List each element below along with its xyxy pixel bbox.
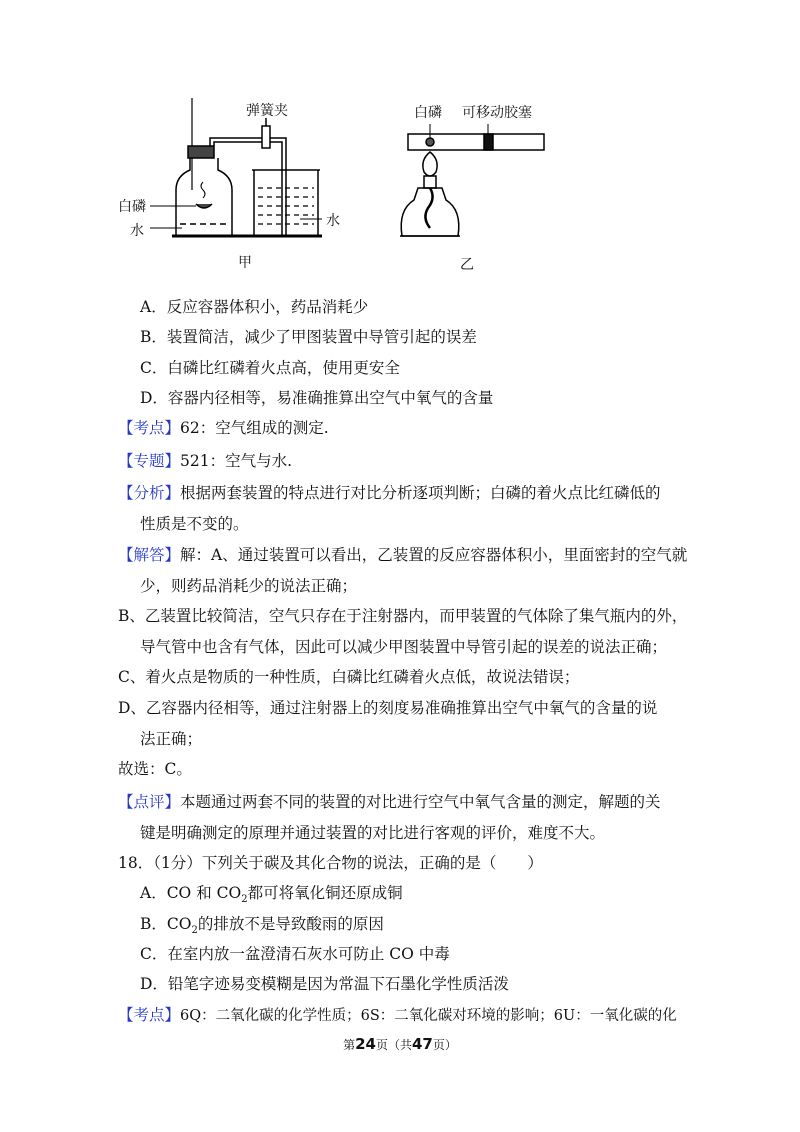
q17-kaodian xyxy=(118,418,329,438)
label-water-beaker: 水 xyxy=(326,213,340,229)
q18-stem: 18．（1分）下列关于碳及其化合物的说法，正确的是（ ） xyxy=(118,854,543,872)
apparatus-jia xyxy=(150,98,322,236)
zhuanti-text: 521：空气与水. xyxy=(180,452,293,470)
q18-option-b-post: 的排放不是导致酸雨的原因 xyxy=(197,915,384,933)
q17-jieda-b-2: 导气管中也含有气体，因此可以减少甲图装置中导管引起的误差的说法正确； xyxy=(140,638,668,656)
q17-fenxi xyxy=(118,483,661,503)
q17-option-a: A．反应容器体积小，药品消耗少 xyxy=(140,298,369,316)
label-spring-clamp: 弹簧夹 xyxy=(246,103,288,119)
dianping-text-1: 本题通过两套不同的装置的对比进行空气中氧气含量的测定，解题的关 xyxy=(180,793,661,811)
q18-option-c: C．在室内放一盆澄清石灰水可防止 CO 中毒 xyxy=(140,945,450,963)
q17-answer: 故选：C。 xyxy=(118,760,192,778)
q17-fenxi-cont: 性质是不变的。 xyxy=(140,515,249,533)
q17-jieda xyxy=(118,545,687,565)
q17-jieda-d-1: D、乙容器内径相等，通过注射器上的刻度易准确推算出空气中氧气的含量的说 xyxy=(118,699,658,717)
q17-option-c: C．白磷比红磷着火点高，使用更安全 xyxy=(140,359,400,377)
q18-option-b-pre: B．CO xyxy=(140,915,192,933)
q17-dianping-cont: 键是明确测定的原理并通过装置的对比进行客观的评价，难度不大。 xyxy=(140,824,606,842)
fenxi-tag: 【分析】 xyxy=(118,484,181,502)
footer-total-pages: 47 xyxy=(412,1035,433,1053)
q17-zhuanti xyxy=(118,451,292,471)
jieda-text-1: 解：A、通过装置可以看出，乙装置的反应容器体积小，里面密封的空气就 xyxy=(180,546,688,564)
q17-jieda-cont: 少，则药品消耗少的说法正确； xyxy=(140,577,358,595)
q18-option-a xyxy=(140,883,403,910)
q18-kaodian xyxy=(118,1005,677,1026)
q17-dianping xyxy=(118,792,661,812)
q17-jieda-b-1: B、乙装置比较简洁，空气只存在于注射器内，而甲装置的气体除了集气瓶内的外， xyxy=(118,607,688,625)
q18-kaodian-tag: 【考点】 xyxy=(118,1006,181,1024)
footer-page-number: 24 xyxy=(355,1035,376,1053)
q17-jieda-d-2: 法正确； xyxy=(140,730,203,748)
label-water-left: 水 xyxy=(130,223,144,239)
q17-option-b: B．装置简洁，减少了甲图装置中导管引起的误差 xyxy=(140,328,477,346)
q17-option-d: D．容器内径相等，易准确推算出空气中氧气的含量 xyxy=(140,389,494,407)
kaodian-tag: 【考点】 xyxy=(118,419,181,437)
page-footer xyxy=(0,1035,800,1053)
q18-option-a-pre: A．CO 和 CO xyxy=(140,884,242,902)
apparatus-figure xyxy=(0,0,800,280)
q18-option-b xyxy=(140,914,384,941)
q18-kaodian-text: 6Q：二氧化碳的化学性质；6S：二氧化碳对环境的影响；6U：一氧化碳的化 xyxy=(180,1008,677,1024)
dianping-tag: 【点评】 xyxy=(118,793,181,811)
footer-post: 页） xyxy=(432,1038,457,1052)
zhuanti-tag: 【专题】 xyxy=(118,452,181,470)
label-movable-plug: 可移动胶塞 xyxy=(462,105,532,121)
label-white-phosphorus-left: 白磷 xyxy=(118,199,146,215)
kaodian-text: 62：空气组成的测定. xyxy=(180,419,329,437)
label-white-phosphorus-right: 白磷 xyxy=(414,105,442,121)
footer-pre: 第 xyxy=(343,1038,356,1052)
q18-option-d: D．铅笔字迹易变模糊是因为常温下石墨化学性质活泼 xyxy=(140,975,509,993)
fenxi-text-1: 根据两套装置的特点进行对比分析逐项判断；白磷的着火点比红磷低的 xyxy=(180,484,661,502)
caption-yi: 乙 xyxy=(460,257,474,273)
apparatus-yi xyxy=(400,124,544,236)
q18-option-a-post: 都可将氧化铜还原成铜 xyxy=(247,884,403,902)
footer-mid: 页（共 xyxy=(375,1038,412,1052)
q18-option-b-sub: 2 xyxy=(191,925,198,937)
jieda-tag: 【解答】 xyxy=(118,546,181,564)
q18-option-a-sub: 2 xyxy=(241,894,248,906)
caption-jia: 甲 xyxy=(238,255,252,271)
q17-jieda-c: C、着火点是物质的一种性质，白磷比红磷着火点低，故说法错误； xyxy=(118,668,580,686)
